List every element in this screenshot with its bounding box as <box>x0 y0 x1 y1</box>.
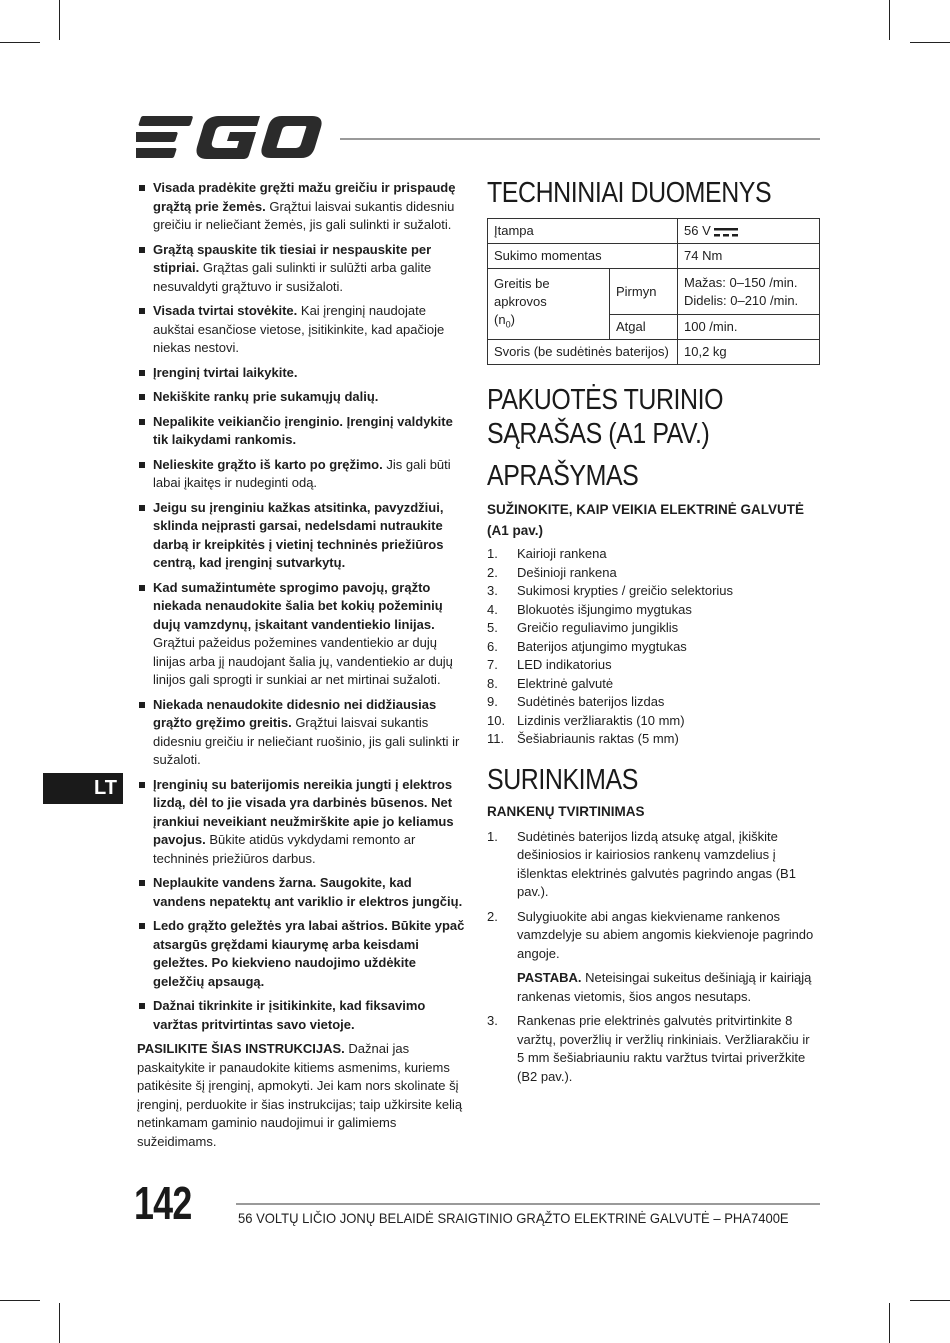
forward-low: Mažas: 0–150 /min. <box>684 274 798 290</box>
list-item <box>487 712 820 731</box>
item-number: 8. <box>487 675 498 691</box>
item-number: 10. <box>487 712 506 728</box>
item-label: Sukimosi krypties / greičio selektorius <box>517 583 734 598</box>
ego-logo <box>136 114 322 160</box>
crop-mark <box>889 1303 890 1343</box>
bullet-text: Grąžtui pažeidus požemines vandentiekio ar dujų linijas arba jį naudojant šalia jų, vandentiekio ar dujų linijos gali sprogti ir sunkiai ar net mirtinai sužaloti. <box>153 635 453 687</box>
crop-mark <box>59 1303 60 1343</box>
list-item <box>487 601 820 620</box>
parts-list <box>487 545 820 749</box>
save-instructions-heading: PASILIKITE ŠIAS INSTRUKCIJAS. <box>137 1041 345 1056</box>
list-item <box>487 730 820 749</box>
step-text: Sulygiuokite abi angas kiekviename rankenos vamzdelyje su abiem angomis kiekvienoje pagrindo angoje. <box>517 908 814 961</box>
bullet-bold: Kad sumažintumėte sprogimo pavojų, grąžto niekada nenaudokite šalia bet kokių požeminių dujų vamzdynų, įskaitant vandentiekio linijas. <box>153 579 443 632</box>
bullet-text: Būkite atidūs vykdydami remonto ar techninės priežiūros darbus. <box>153 832 416 866</box>
spec-label: Sukimo momentas <box>488 244 678 269</box>
safety-bullet <box>137 997 467 1034</box>
know-heading <box>487 499 820 541</box>
item-label: LED indikatorius <box>517 657 612 672</box>
step-number: 1. <box>487 828 498 844</box>
table-row <box>488 244 820 269</box>
bullet-text: Grąžtui laisvai sukantis didesniu greičiu ir neliečiant ruošinio, jis gali sulinkti ir sužaloti. <box>153 715 460 767</box>
list-item <box>487 619 820 638</box>
safety-bullet <box>137 364 467 383</box>
safety-bullet <box>137 388 467 407</box>
voltage-value: 56 V <box>684 223 711 238</box>
table-row <box>488 219 820 244</box>
spec-label: Įtampa <box>488 219 678 244</box>
safety-warnings-column <box>137 179 467 1151</box>
bullet-bold: Nekiškite rankų prie sukamųjų dalių. <box>153 389 379 404</box>
bullet-bold: Dažnai tikrinkite ir įsitikinkite, kad fiksavimo varžtas pritvirtintas savo vietoje. <box>153 998 426 1032</box>
assembly-title: SURINKIMAS <box>487 763 638 796</box>
crop-mark <box>0 42 40 43</box>
safety-bullet-list <box>137 179 467 1034</box>
header-rule <box>340 138 820 140</box>
item-label: Dešinioji rankena <box>517 564 617 580</box>
technical-column <box>487 176 820 1092</box>
bullet-text: Grąžtui laisvai sukantis didesniu greičiu ir neliečiant žemės, jis gali sulinkti ir sužaloti. <box>153 198 455 232</box>
bullet-text: Kai įrenginį naudojate aukštai esančiose vietose, įsitikinkite, kad apačioje niekas nestovi. <box>153 303 445 355</box>
list-item <box>487 693 820 712</box>
specs-title: TECHNINIAI DUOMENYS <box>487 177 772 209</box>
crop-mark <box>59 0 60 40</box>
safety-bullet <box>137 241 467 297</box>
item-label: Baterijos atjungimo mygtukas <box>517 638 687 654</box>
safety-bullet <box>137 874 467 911</box>
item-number: 3. <box>487 583 498 598</box>
safety-bullet <box>137 917 467 991</box>
safety-bullet <box>137 776 467 869</box>
packing-title-line: PAKUOTĖS TURINIO <box>487 384 724 416</box>
item-number: 9. <box>487 694 498 709</box>
step-body <box>517 908 820 1007</box>
item-label: Lizdinis veržliaraktis (10 mm) <box>517 712 685 728</box>
list-item <box>487 564 820 583</box>
crop-mark <box>910 42 950 43</box>
forward-high: Didelis: 0–210 /min. <box>684 292 799 308</box>
note-label: PASTABA. <box>517 970 582 985</box>
bullet-bold: Grąžtą spauskite tik tiesiai ir nespauskite per stipriai. <box>153 241 432 275</box>
bullet-text: Jis gali būti labai įkaitęs ir nudeginti odą. <box>153 456 451 490</box>
safety-bullet <box>137 413 467 450</box>
spec-sublabel: Pirmyn <box>610 269 678 315</box>
speed-symbol-sub: 0 <box>505 319 511 330</box>
table-row <box>488 269 820 315</box>
packing-title-line: SĄRAŠAS (A1 PAV.) <box>487 418 710 450</box>
item-label: Šešiabriaunis raktas (5 mm) <box>517 731 679 746</box>
know-heading-line: (A1 pav.) <box>487 523 544 538</box>
spec-value <box>678 219 820 244</box>
spec-label <box>488 269 610 340</box>
speed-symbol-end: ) <box>510 311 515 327</box>
safety-bullet <box>137 456 467 493</box>
handles-heading: RANKENŲ TVIRTINIMAS <box>487 803 645 819</box>
bullet-bold: Įrenginį tvirtai laikykite. <box>153 364 298 380</box>
list-item <box>487 545 820 564</box>
item-label: Blokuotės išjungimo mygtukas <box>517 601 692 617</box>
bullet-text: Grąžtas gali sulinkti ir sulūžti arba galite nesuvaldyti grąžtuvo ir susižaloti. <box>153 260 432 294</box>
save-instructions-text: Dažnai jas paskaitykite ir panaudokite kitiems asmenims, kuriems patikėsite šį įrenginį, apmokyti. Jei kam nors skolinate šį įrenginį, perduokite ir šias instrukcijas; taip užkirsite kelią netinkamam gaminio naudojimui ir galimiems sužeidimams. <box>137 1041 463 1149</box>
bullet-bold: Neplaukite vandens žarna. Saugokite, kad vandens nepatektų ant variklio ir elektros jungčių. <box>153 875 463 909</box>
bullet-bold: Visada pradėkite gręžti mažu greičiu ir prispaudę grąžtą prie žemės. <box>153 180 456 214</box>
item-number: 6. <box>487 638 498 654</box>
footer-title: 56 VOLTŲ LIČIO JONŲ BELAIDĖ SRAIGTINIO GRĄŽTO ELEKTRINĖ GALVUTĖ – PHA7400E <box>238 1210 789 1226</box>
assembly-steps <box>487 828 820 1087</box>
safety-bullet <box>137 179 467 235</box>
bullet-bold: Ledo grąžto geležtės yra labai aštrios. Būkite ypač atsargūs gręždami kiaurymę arba keisdami geležtes. Po kiekvieno naudojimo uždėkite geležčių apsaugą. <box>153 918 465 989</box>
bullet-bold: Nepalikite veikiančio įrenginio. Įrenginį valdykite tik laikydami rankomis. <box>153 413 453 447</box>
note-text: Neteisingai sukeitus dešiniąją ir kairiąją rankenas vietomis, šios angos nesutaps. <box>517 970 812 1004</box>
list-item <box>487 656 820 675</box>
safety-bullet <box>137 499 467 573</box>
safety-bullet <box>137 302 467 358</box>
dc-symbol-icon <box>714 226 738 238</box>
bullet-bold: Nelieskite grąžto iš karto po gręžimo. <box>153 456 383 472</box>
bullet-bold: Įrenginių su baterijomis nereikia jungti į elektros lizdą, dėl to jie visada yra darbinės būsenos. Net įrankiui neveikiant neužmirškite apie jo keliamus pavojus. <box>153 776 454 847</box>
item-number: 5. <box>487 620 498 635</box>
spec-sublabel: Atgal <box>610 315 678 340</box>
item-number: 11. <box>487 731 505 746</box>
spec-value: 10,2 kg <box>678 340 820 365</box>
list-item <box>487 675 820 694</box>
item-label: Sudėtinės baterijos lizdas <box>517 694 665 709</box>
packing-title <box>487 383 820 451</box>
speed-symbol-n: (n <box>494 311 506 327</box>
item-number: 4. <box>487 601 498 617</box>
step-text: Sudėtinės baterijos lizdą atsukę atgal, įkiškite dešiniosios ir kairiosios rankenų vamzdelius į išlenktas elektrinės galvutės pagrindo angas (B1 pav.). <box>517 828 796 899</box>
safety-bullet <box>137 696 467 770</box>
spec-value: 74 Nm <box>678 244 820 269</box>
spec-value: 100 /min. <box>678 315 820 340</box>
list-item <box>487 828 820 902</box>
item-number: 2. <box>487 564 498 580</box>
item-label: Kairioji rankena <box>517 546 607 561</box>
bullet-bold: Niekada nenaudokite didesnio nei didžiausias grąžto gręžimo greitis. <box>153 696 437 730</box>
item-number: 7. <box>487 657 498 672</box>
footer-rule <box>236 1203 820 1205</box>
step-text: Rankenas prie elektrinės galvutės pritvirtinkite 8 varžtų, poveržlių ir veržlių rinkiniais. Veržliarakčiu ir 5 mm šešiabriauniu raktu varžtus tvirtai priveržkite (B2 pav.). <box>517 1013 810 1084</box>
bullet-bold: Jeigu su įrenginiu kažkas atsitinka, pavyzdžiui, sklinda neįprasti garsai, nedelsdami nutraukite darbą ir kreipkitės į vietinį techninės priežiūros centrą, kad įrenginį sutvarkytų. <box>153 499 444 570</box>
item-label: Greičio reguliavimo jungiklis <box>517 620 679 635</box>
list-item <box>487 908 820 1007</box>
step-number: 2. <box>487 908 498 924</box>
speed-label: Greitis be apkrovos <box>494 275 550 309</box>
note-paragraph <box>517 969 820 1006</box>
save-instructions-paragraph <box>137 1040 467 1151</box>
list-item <box>487 1012 820 1086</box>
crop-mark <box>0 1300 40 1301</box>
safety-bullet <box>137 579 467 690</box>
item-label: Elektrinė galvutė <box>517 675 614 691</box>
crop-mark <box>889 0 890 40</box>
description-title: APRAŠYMAS <box>487 460 639 492</box>
bullet-bold: Visada tvirtai stovėkite. <box>153 303 298 318</box>
table-row <box>488 340 820 365</box>
item-number: 1. <box>487 546 498 561</box>
spec-label: Svoris (be sudėtinės baterijos) <box>488 340 678 365</box>
list-item <box>487 638 820 657</box>
page-number: 142 <box>134 1177 192 1229</box>
specs-table <box>487 218 820 365</box>
spec-value <box>678 269 820 315</box>
language-tab: LT <box>43 773 123 804</box>
speed-symbol <box>494 311 603 334</box>
list-item <box>487 582 820 601</box>
know-heading-line: SUŽINOKITE, KAIP VEIKIA ELEKTRINĖ GALVUTĖ <box>487 502 805 517</box>
step-number: 3. <box>487 1013 498 1028</box>
crop-mark <box>910 1300 950 1301</box>
